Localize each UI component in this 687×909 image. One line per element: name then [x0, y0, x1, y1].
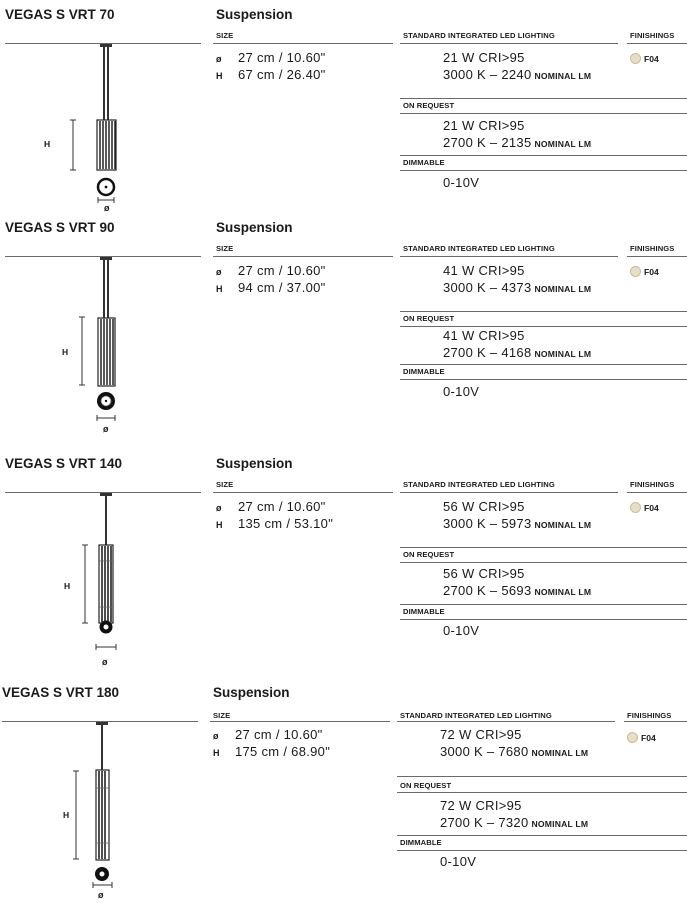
std-temp: 3000 K – 5973: [443, 516, 532, 531]
dimmable-value: 0-10V: [443, 623, 480, 638]
finish-code: F04: [644, 54, 659, 64]
on-request-header: ON REQUEST: [403, 314, 455, 323]
nominal-lm-label: NOMINAL LM: [534, 71, 592, 81]
nominal-lm-label: NOMINAL LM: [534, 349, 592, 359]
std-power: 56 W CRI>95: [443, 499, 525, 514]
diameter-symbol: ø: [216, 267, 222, 277]
product-title: VEGAS S VRT 90: [5, 220, 115, 235]
diameter-dim-label: ø: [104, 203, 110, 213]
lighting-header: STANDARD INTEGRATED LED LIGHTING: [400, 711, 552, 720]
finishings-header: FINISHINGS: [630, 31, 675, 40]
dimmable-header: DIMMABLE: [403, 367, 445, 376]
finishings-header: FINISHINGS: [630, 244, 675, 253]
dimmable-header: DIMMABLE: [400, 838, 442, 847]
std-power: 21 W CRI>95: [443, 50, 525, 65]
req-temp: 2700 K – 5693: [443, 583, 532, 598]
dimmable-value: 0-10V: [443, 175, 480, 190]
product-vegas-s-vrt-180: [0, 678, 687, 909]
product-title: VEGAS S VRT 180: [2, 685, 120, 700]
height-value: 94 cm / 37.00": [238, 280, 326, 295]
diameter-symbol: ø: [216, 54, 222, 64]
diameter-dim-label: ø: [98, 890, 104, 900]
height-value: 175 cm / 68.90": [235, 744, 331, 759]
req-power: 56 W CRI>95: [443, 566, 525, 581]
product-title: VEGAS S VRT 140: [5, 456, 123, 471]
diameter-dim-label: ø: [102, 657, 108, 667]
dimmable-value: 0-10V: [440, 854, 477, 869]
product-vegas-s-vrt-70: [0, 0, 687, 213]
lighting-header: STANDARD INTEGRATED LED LIGHTING: [403, 244, 555, 253]
req-power: 72 W CRI>95: [440, 798, 522, 813]
dimmable-header: DIMMABLE: [403, 607, 445, 616]
product-title: VEGAS S VRT 70: [5, 7, 115, 22]
size-header: SIZE: [216, 244, 234, 253]
std-temp: 3000 K – 2240: [443, 67, 532, 82]
product-vegas-s-vrt-90: [0, 213, 687, 443]
req-temp: 2700 K – 7320: [440, 815, 529, 830]
product-type: Suspension: [216, 7, 293, 22]
on-request-header: ON REQUEST: [403, 550, 455, 559]
height-dim-label: H: [64, 581, 71, 591]
product-vegas-s-vrt-140: [0, 449, 687, 679]
height-value: 67 cm / 26.40": [238, 67, 326, 82]
height-dim-label: H: [62, 347, 69, 357]
height-symbol: H: [213, 748, 220, 758]
std-temp: 3000 K – 4373: [443, 280, 532, 295]
height-dim-label: H: [44, 139, 51, 149]
diameter-symbol: ø: [216, 503, 222, 513]
req-temp: 2700 K – 4168: [443, 345, 532, 360]
lighting-header: STANDARD INTEGRATED LED LIGHTING: [403, 480, 555, 489]
height-symbol: H: [216, 284, 223, 294]
diameter-value: 27 cm / 10.60": [238, 499, 326, 514]
dimmable-header: DIMMABLE: [403, 158, 445, 167]
lamp-drawing-icon: [0, 449, 687, 679]
std-temp: 3000 K – 7680: [440, 744, 529, 759]
diameter-value: 27 cm / 10.60": [235, 727, 323, 742]
nominal-lm-label: NOMINAL LM: [534, 284, 592, 294]
finishings-header: FINISHINGS: [627, 711, 672, 720]
diameter-symbol: ø: [213, 731, 219, 741]
nominal-lm-label: NOMINAL LM: [534, 139, 592, 149]
lighting-header: STANDARD INTEGRATED LED LIGHTING: [403, 31, 555, 40]
height-symbol: H: [216, 520, 223, 530]
diameter-value: 27 cm / 10.60": [238, 263, 326, 278]
lamp-drawing-icon: [0, 213, 687, 443]
size-header: SIZE: [213, 711, 231, 720]
finish-code: F04: [644, 267, 659, 277]
nominal-lm-label: NOMINAL LM: [531, 819, 589, 829]
finishings-header: FINISHINGS: [630, 480, 675, 489]
nominal-lm-label: NOMINAL LM: [531, 748, 589, 758]
size-header: SIZE: [216, 31, 234, 40]
diameter-value: 27 cm / 10.60": [238, 50, 326, 65]
req-power: 21 W CRI>95: [443, 118, 525, 133]
req-power: 41 W CRI>95: [443, 328, 525, 343]
nominal-lm-label: NOMINAL LM: [534, 520, 592, 530]
size-header: SIZE: [216, 480, 234, 489]
height-symbol: H: [216, 71, 223, 81]
req-temp: 2700 K – 2135: [443, 135, 532, 150]
lamp-drawing-icon: [0, 0, 687, 210]
product-type: Suspension: [213, 685, 290, 700]
finish-code: F04: [641, 733, 656, 743]
finish-code: F04: [644, 503, 659, 513]
std-power: 72 W CRI>95: [440, 727, 522, 742]
product-type: Suspension: [216, 456, 293, 471]
height-dim-label: H: [63, 810, 70, 820]
dimmable-value: 0-10V: [443, 384, 480, 399]
on-request-header: ON REQUEST: [400, 781, 452, 790]
height-value: 135 cm / 53.10": [238, 516, 334, 531]
on-request-header: ON REQUEST: [403, 101, 455, 110]
lamp-drawing-icon: [0, 678, 687, 909]
std-power: 41 W CRI>95: [443, 263, 525, 278]
nominal-lm-label: NOMINAL LM: [534, 587, 592, 597]
diameter-dim-label: ø: [103, 424, 109, 434]
product-type: Suspension: [216, 220, 293, 235]
